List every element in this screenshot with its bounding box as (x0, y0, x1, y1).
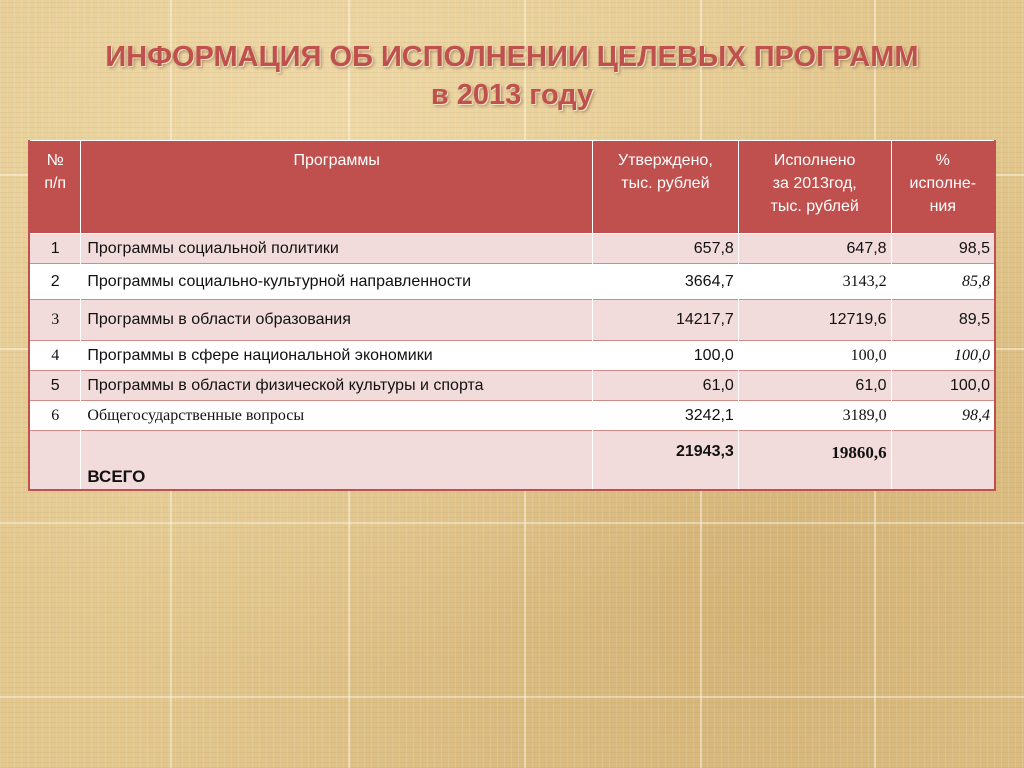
approved-value: 3242,1 (592, 401, 738, 431)
row-number: 6 (29, 401, 81, 431)
row-number: 5 (29, 371, 81, 401)
table-row (29, 264, 995, 300)
programs-table (28, 140, 996, 491)
header-percent: % исполне- ния (891, 141, 995, 234)
total-approved: 21943,3 (592, 431, 738, 491)
table-row (29, 234, 995, 264)
background-grid-line (0, 522, 1024, 524)
executed-value: 61,0 (738, 371, 891, 401)
row-number: 1 (29, 234, 81, 264)
executed-value: 100,0 (738, 341, 891, 371)
percent-value: 85,8 (891, 264, 995, 300)
table-row (29, 341, 995, 371)
total-percent-cell (891, 431, 995, 491)
table-row (29, 401, 995, 431)
percent-value: 89,5 (891, 300, 995, 341)
approved-value: 657,8 (592, 234, 738, 264)
percent-value: 100,0 (891, 371, 995, 401)
table-row (29, 371, 995, 401)
total-executed: 19860,6 (738, 431, 891, 491)
table-total-row (29, 431, 995, 491)
total-label: ВСЕГО (81, 431, 593, 491)
program-name: Программы в области физической культуры и спорта (81, 371, 593, 401)
row-number: 2 (29, 264, 81, 300)
executed-value: 3143,2 (738, 264, 891, 300)
background-grid-line (0, 696, 1024, 698)
header-executed: Исполнено за 2013год, тыс. рублей (738, 141, 891, 234)
approved-value: 61,0 (592, 371, 738, 401)
table-header-row (29, 141, 995, 234)
title-line-2: в 2013 году (430, 79, 594, 111)
program-name: Программы в сфере национальной экономики (81, 341, 593, 371)
header-program: Программы (81, 141, 593, 234)
executed-value: 3189,0 (738, 401, 891, 431)
program-name: Программы в области образования (81, 300, 593, 341)
approved-value: 14217,7 (592, 300, 738, 341)
title-line-1: ИНФОРМАЦИЯ ОБ ИСПОЛНЕНИИ ЦЕЛЕВЫХ ПРОГРАММ (105, 41, 919, 73)
approved-value: 3664,7 (592, 264, 738, 300)
approved-value: 100,0 (592, 341, 738, 371)
header-approved: Утверждено, тыс. рублей (592, 141, 738, 234)
percent-value: 98,5 (891, 234, 995, 264)
program-name: Общегосударственные вопросы (81, 401, 593, 431)
row-number: 4 (29, 341, 81, 371)
slide-title (0, 38, 1024, 114)
executed-value: 647,8 (738, 234, 891, 264)
program-name: Программы социально-культурной направленности (81, 264, 593, 300)
percent-value: 100,0 (891, 341, 995, 371)
executed-value: 12719,6 (738, 300, 891, 341)
row-number: 3 (29, 300, 81, 341)
program-name: Программы социальной политики (81, 234, 593, 264)
table-row (29, 300, 995, 341)
header-num: № п/п (29, 141, 81, 234)
percent-value: 98,4 (891, 401, 995, 431)
total-number-cell (29, 431, 81, 491)
